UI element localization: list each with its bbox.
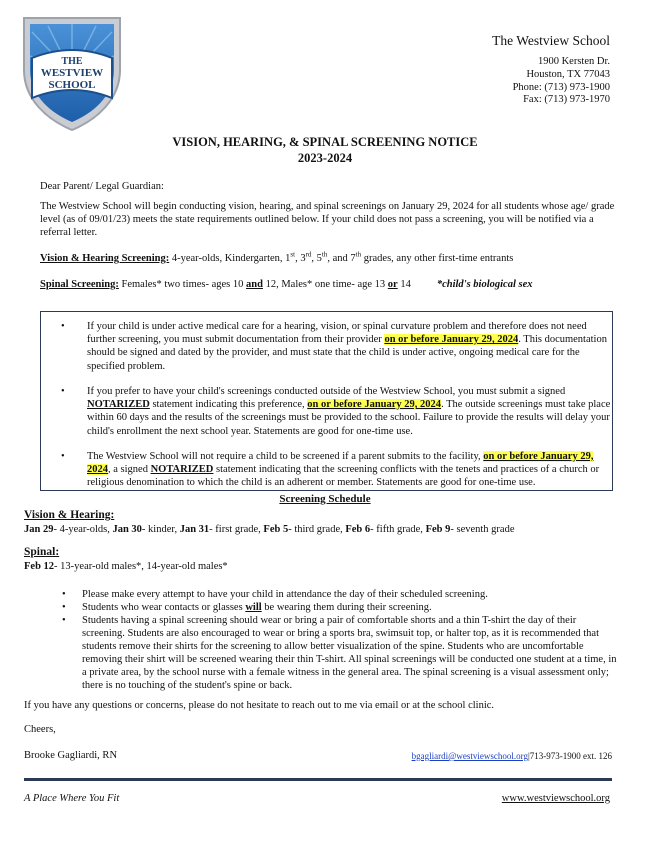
salutation: Dear Parent/ Legal Guardian: xyxy=(40,181,164,192)
vh-date-3: Jan 31 xyxy=(179,524,210,535)
exemption-item-outside xyxy=(87,385,612,438)
item1-deadline: on or before January 29, 2024 xyxy=(384,334,519,346)
vision-hearing-schedule xyxy=(24,523,515,536)
item3-a: The Westview School will not require a child to be screened if a parent submits to the facility, xyxy=(87,450,484,462)
spinal-text-b: 12, Males* one time- age 13 xyxy=(262,279,388,290)
footer-website-link[interactable]: www.westviewschool.org xyxy=(501,793,610,804)
instruction-spinal-attire: • Students having a spinal screening should wear or bring a pair of comfortable shorts and a thin T-shirt the day of their screening. Students are also encouraged to wear or bring a sports bra, swimsuit top, or halter top, as it is recommended that students remove their shirts for the screening to allow better visualization of the spine. Students who are uncomfortable removing their shirt will be screened wearing their thin T-shirt. All spinal screenings will be conducted one student at a time, in a private area, by the school nurse with a female witness in the general area. The spinal screening is a visual assessment only; there is no touching of the student's spine or back. xyxy=(62,614,617,692)
school-name: The Westview School xyxy=(492,33,610,48)
logo-text-school: SCHOOL xyxy=(48,79,96,91)
contact-email-link[interactable]: bgagliardi@westviewschool.org xyxy=(411,751,528,761)
vh-desc-4: - third grade, xyxy=(288,524,346,535)
item2-notarized: NOTARIZED xyxy=(87,399,150,411)
address-line2: Houston, TX 77043 xyxy=(526,68,610,80)
title-year: 2023-2024 xyxy=(297,150,353,165)
b2-b: be wearing them during their screening. xyxy=(261,602,432,614)
sup-th2: th xyxy=(355,250,362,259)
spinal-and: and xyxy=(246,279,263,290)
vision-hearing-label: Vision & Hearing Screening: xyxy=(40,253,170,264)
item3-c: statement indicating that the screening conflicts with the tenets and practices of a church or religious denomination to which the child is an adherent or member. Statements are good for one-time use. xyxy=(87,463,600,489)
sup-st: st xyxy=(290,250,296,259)
logo-text-westview: WESTVIEW xyxy=(40,67,104,79)
vision-hearing-heading: Vision & Hearing: xyxy=(24,509,115,521)
item2-deadline: on or before January 29, 2024 xyxy=(307,399,442,411)
b2-a: Students who wear contacts or glasses xyxy=(82,602,246,614)
footer-divider xyxy=(24,778,612,781)
school-address xyxy=(513,56,610,107)
vh-text-a: 4-year-olds, Kindergarten, 1 xyxy=(169,253,291,264)
closing-paragraph: If you have any questions or concerns, please do not hesitate to reach out to me via email or at the school clinic. xyxy=(24,700,495,711)
signer-name: Brooke Gagliardi, RN xyxy=(24,750,118,761)
item1-b: . This documentation should be signed and dated by the provider, and must state that the child is under active, ongoing medical care for the specified problem. xyxy=(87,334,607,372)
vh-text-c: , 5 xyxy=(311,253,322,264)
sup-rd: rd xyxy=(305,250,312,259)
vh-text-e: grades, any other first-time entrants xyxy=(361,253,514,264)
vh-date-5: Feb 6 xyxy=(345,524,371,535)
spinal-text-c: 14 xyxy=(397,279,411,290)
spinal-schedule xyxy=(24,560,228,573)
vision-hearing-requirements xyxy=(40,252,615,265)
vh-text-d: , and 7 xyxy=(327,253,356,264)
spinal-text-a: Females* two times- ages 10 xyxy=(118,279,247,290)
notice-title xyxy=(0,135,650,166)
vh-desc-3: - first grade, xyxy=(209,524,264,535)
item2-c: . The outside screenings must take place within 60 days and the results of the screenings must be provided to the school. Failure to provide the results will delay your child's enrollment the next school year. Statements are good for one-time use. xyxy=(87,399,611,437)
spinal-label: Spinal Screening: xyxy=(40,279,119,290)
phone: Phone: (713) 973-1900 xyxy=(512,81,610,93)
spinal-note: *child's biological sex xyxy=(436,279,533,290)
exemption-item-religious xyxy=(87,450,612,490)
vh-date-2: Jan 30 xyxy=(112,524,142,535)
instructions-list xyxy=(62,588,617,692)
item3-notarized: NOTARIZED xyxy=(150,463,214,475)
spinal-date: Feb 12 xyxy=(24,561,55,572)
item2-a: If you prefer to have your child's screenings conducted outside of the Westview School, you must submit a signed xyxy=(87,385,566,397)
footer-tagline: A Place Where You Fit xyxy=(24,793,120,804)
vh-desc-5: - fifth grade, xyxy=(370,524,426,535)
vh-date-4: Feb 5 xyxy=(263,524,289,535)
item1-a: If your child is under active medical care for a hearing, vision, or spinal curvature problem and therefore does not need further screening, you must submit documentation from their provider xyxy=(87,321,587,346)
logo-text-the: THE xyxy=(61,56,83,67)
title-line1: VISION, HEARING, & SPINAL SCREENING NOTICE xyxy=(172,135,478,149)
exemption-item-medical xyxy=(87,320,612,373)
contact-phone: |713-973-1900 ext. 126 xyxy=(527,751,612,761)
spinal-or: or xyxy=(387,279,398,290)
vh-desc-1: - 4-year-olds, xyxy=(53,524,113,535)
spinal-requirements xyxy=(40,278,615,291)
vh-date-1: Jan 29 xyxy=(24,524,54,535)
b2-will: will xyxy=(245,602,262,614)
contact-info xyxy=(412,751,612,762)
item3-deadline: on or before January 29, 2024 xyxy=(87,450,594,475)
instruction-glasses xyxy=(62,601,617,614)
spinal-desc: - 13-year-old males*, 14-year-old males* xyxy=(54,561,228,572)
school-logo-shield-icon xyxy=(18,12,126,134)
vh-text-b: , 3 xyxy=(295,253,306,264)
address-line1: 1900 Kersten Dr. xyxy=(537,56,610,67)
fax: Fax: (713) 973-1970 xyxy=(523,94,610,106)
vh-desc-2: - kinder, xyxy=(141,524,180,535)
item3-b: , a signed xyxy=(108,463,151,475)
instruction-attendance: • Please make every attempt to have your child in attendance the day of their scheduled screening. xyxy=(62,588,617,601)
vh-desc-6: - seventh grade xyxy=(450,524,515,535)
spinal-heading: Spinal: xyxy=(24,546,60,558)
schedule-heading: Screening Schedule xyxy=(279,493,371,505)
exemption-box xyxy=(40,311,613,491)
intro-paragraph: The Westview School will begin conducting vision, hearing, and spinal screenings on January 29, 2024 for all students whose age/ grade level (as of 09/01/23) meets the state requirements outlined below. If your child does not pass a screening, you will be notified via a referral letter. xyxy=(40,201,615,239)
sup-th1: th xyxy=(321,250,328,259)
vh-date-6: Feb 9 xyxy=(425,524,451,535)
item2-b: statement indicating this preference, xyxy=(149,399,308,411)
signoff: Cheers, xyxy=(24,724,56,735)
